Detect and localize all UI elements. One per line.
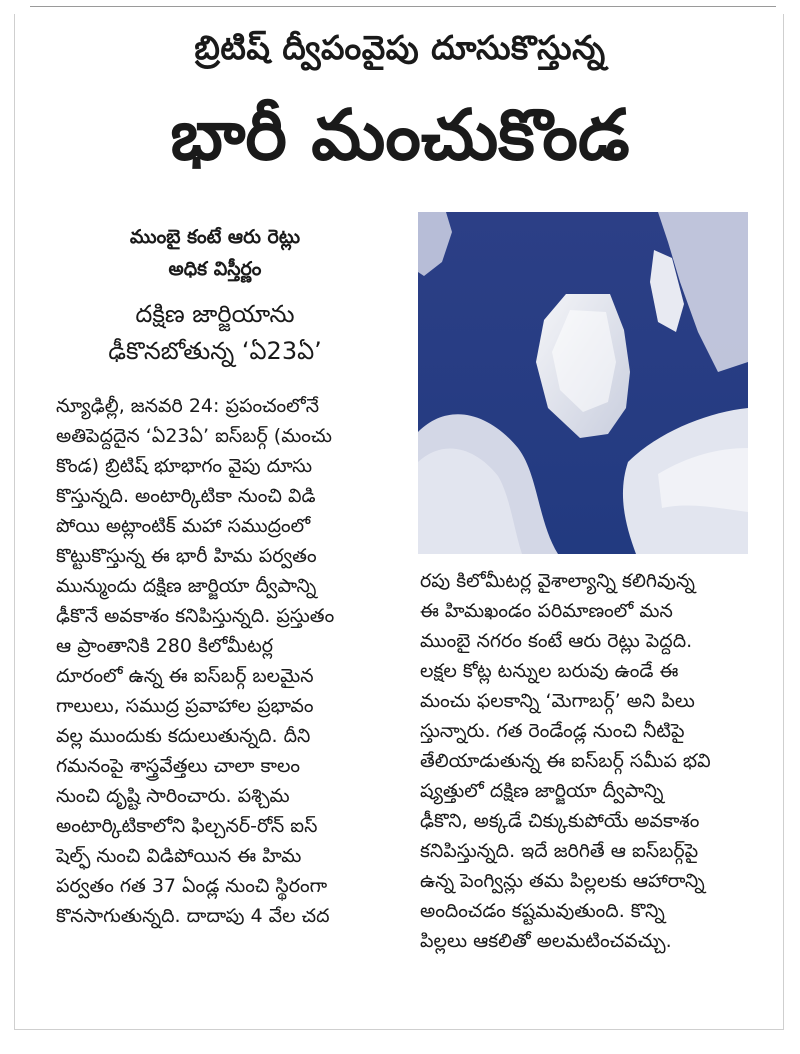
body-right-line-13: పిల్లలు ఆకలితో అలమటించవచ్చు.	[420, 930, 672, 952]
kicker: బ్రిటిష్ ద్వీపంవైపు దూసుకొస్తున్న	[194, 28, 606, 67]
body-right-line-11: ఉన్న పెంగ్విన్లు తమ పిల్లలకు ఆహారాన్ని	[420, 870, 705, 892]
iceberg-satellite-image	[418, 212, 748, 554]
body-right-line-8: ష్యత్తులో దక్షిణ జార్జియా ద్వీపాన్ని	[420, 780, 664, 802]
body-left-line-1: న్యూఢిల్లీ, జనవరి 24: ప్రపంచంలోనే	[56, 395, 320, 417]
deck-line-3: దక్షిణ జార్జియాను	[135, 300, 295, 328]
body-right-line-5: మంచు ఫలకాన్ని ‘మెగాబర్గ్’ అని పిలు	[420, 690, 695, 712]
body-left-line-15: అంటార్కిటికాలోని ఫిల్చనర్-రోన్ ఐస్	[56, 815, 318, 837]
body-left-line-10: దూరంలో ఉన్న ఈ ఐస్‌బర్గ్ బలమైన	[56, 665, 314, 687]
headline: భారీ మంచుకొండ	[170, 94, 630, 176]
body-left-line-2: అతిపెద్దదైన ‘ఏ23ఏ’ ఐస్‌బర్గ్ (మంచు	[56, 425, 332, 447]
body-right-line-4: లక్షల కోట్ల టన్నుల బరువు ఉండే ఈ	[420, 660, 679, 682]
body-right-line-2: ఈ హిమఖండం పరిమాణంలో మన	[420, 600, 673, 622]
body-left-line-4: కొస్తున్నది. అంటార్కిటికా నుంచి విడి	[56, 485, 316, 507]
body-left-line-8: ఢీకొనే అవకాశం కనిపిస్తున్నది. ప్రస్తుతం	[56, 605, 335, 627]
body-left-line-13: గమనంపై శాస్త్రవేత్తలు చాలా కాలం	[56, 755, 301, 777]
body-left-line-18: కొనసాగుతున్నది. దాదాపు 4 వేల చద	[56, 905, 330, 927]
body-left-line-5: పోయి అట్లాంటిక్ మహా సముద్రంలో	[56, 515, 311, 537]
body-right-line-7: తేలియాడుతున్న ఈ ఐస్‌బర్గ్ సమీప భవి	[420, 750, 711, 772]
body-right-line-10: కనిపిస్తున్నది. ఇదే జరిగితే ఆ ఐస్‌బర్గ్‌పై	[420, 840, 699, 862]
body-right-line-6: స్తున్నారు. గత రెండేండ్ల నుంచి నీటిపై	[420, 720, 685, 742]
body-right-line-12: అందించడం కష్టమవుతుంది. కొన్ని	[420, 900, 665, 922]
deck-line-4: ఢీకొనబోతున్న ‘ఏ23ఏ’	[108, 337, 322, 365]
body-left-line-14: నుంచి దృష్టి సారించారు. పశ్చిమ	[56, 785, 290, 807]
body-right-line-1: రపు కిలోమీటర్ల వైశాల్యాన్ని కలిగివున్న	[420, 570, 695, 592]
body-left-line-17: పర్వతం గత 37 ఏండ్ల నుంచి స్థిరంగా	[56, 875, 328, 897]
body-left-line-6: కొట్టుకొస్తున్న ఈ భారీ హిమ పర్వతం	[56, 545, 317, 567]
body-left-line-16: షెల్ఫ్ నుంచి విడిపోయిన ఈ హిమ	[56, 845, 302, 867]
iceberg-photo	[418, 212, 748, 554]
body-right-line-9: ఢీకొని, అక్కడే చిక్కుకుపోయే అవకాశం	[420, 810, 700, 832]
deck-line-1: ముంబై కంటే ఆరు రెట్లు	[129, 226, 301, 248]
body-right-line-3: ముంబై నగరం కంటే ఆరు రెట్లు పెద్దది.	[420, 630, 693, 652]
deck-line-2: అధిక విస్తీర్ణం	[168, 258, 262, 280]
body-left-line-3: కొండ) బ్రిటిష్ భూభాగం వైపు దూసు	[56, 455, 313, 477]
body-left-line-7: మున్ముందు దక్షిణ జార్జియా ద్వీపాన్ని	[56, 575, 317, 597]
top-rule	[30, 6, 776, 7]
body-left-line-12: వల్ల ముందుకు కదులుతున్నది. దీని	[56, 725, 311, 747]
body-left-line-11: గాలులు, సముద్ర ప్రవాహాల ప్రభావం	[56, 695, 314, 717]
body-left-line-9: ఆ ప్రాంతానికి 280 కిలోమీటర్ల	[56, 635, 274, 657]
